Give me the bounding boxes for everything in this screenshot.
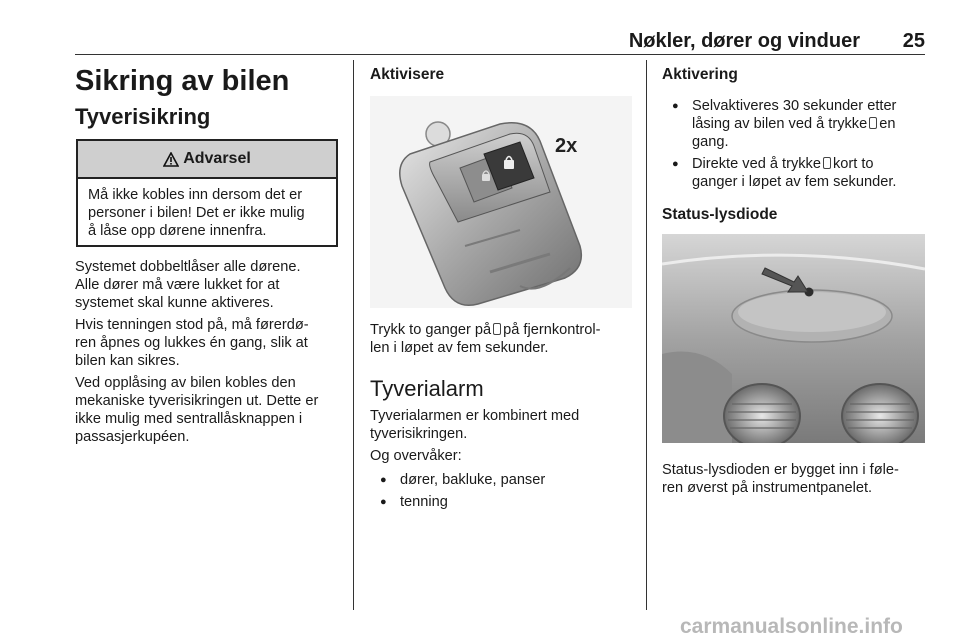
dashboard-figure <box>662 234 925 443</box>
monitor-list <box>370 471 640 515</box>
section-title: Sikring av bilen <box>75 65 290 97</box>
warning-header <box>78 141 336 179</box>
running-header-title: Nøkler, dører og vinduer <box>628 30 860 52</box>
caption: Trykk to ganger på på fjernkontrol- len i løpet av fem sekunder. <box>370 322 601 356</box>
header-rule <box>75 54 925 55</box>
column-divider-1 <box>353 60 354 610</box>
activation-list <box>662 97 930 195</box>
page-number: 25 <box>902 30 925 52</box>
lock-key-icon <box>869 117 877 129</box>
warning-box <box>76 139 338 247</box>
warning-line: personer i bilen! Det er ikke mulig <box>88 205 305 221</box>
column-divider-2 <box>646 60 647 610</box>
warning-label: Advarsel <box>183 150 251 167</box>
list-item: ● Selvaktiveres 30 sekunder etter låsing av bilen ved å trykke en gang. <box>662 97 930 151</box>
paragraph: Ved opplåsing av bilen kobles den mekaniske tyverisikringen ut. Dette er ikke mulig med sentrallåsknappen i passasjerkupéen. <box>75 375 319 445</box>
subsection-title: Tyverisikring <box>75 104 211 129</box>
activation-heading: Aktivering <box>662 66 738 83</box>
alarm-heading: Tyverialarm <box>370 376 484 401</box>
paragraph: Systemet dobbeltlåser alle dørene. Alle dører må være lukket for at systemet skal kunne aktiveres. <box>75 259 301 311</box>
list-item: ● tenning <box>370 493 640 511</box>
warning-triangle-icon <box>163 152 179 167</box>
warning-text <box>78 179 336 240</box>
dashboard-illustration <box>662 234 925 443</box>
activate-heading: Aktivisere <box>370 66 445 83</box>
status-led-heading: Status-lysdiode <box>662 206 778 223</box>
col1-body <box>75 258 350 450</box>
alarm-text: Tyverialarmen er kombinert med tyverisikringen. Og overvåker: <box>370 408 580 464</box>
list-item: ● Direkte ved å trykke kort to ganger i løpet av fem sekunder. <box>662 155 930 191</box>
list-item: ● dører, bakluke, panser <box>370 471 640 489</box>
key-fob-illustration <box>370 96 632 308</box>
warning-line: å låse opp dørene innenfra. <box>88 223 267 239</box>
warning-line: Må ikke kobles inn dersom det er <box>88 187 303 203</box>
status-led-text: Status-lysdioden er bygget inn i føle- ren øverst på instrumentpanelet. <box>662 462 899 496</box>
lock-key-icon <box>493 323 501 335</box>
watermark: carmanualsonline.info <box>680 615 903 638</box>
paragraph: Hvis tenningen stod på, må førerdø- ren åpnes og lukkes én gang, slik at bilen kan sikres. <box>75 317 309 369</box>
figure-label-2x: 2x <box>555 135 578 157</box>
lock-key-icon <box>823 157 831 169</box>
key-fob-figure <box>370 96 632 308</box>
